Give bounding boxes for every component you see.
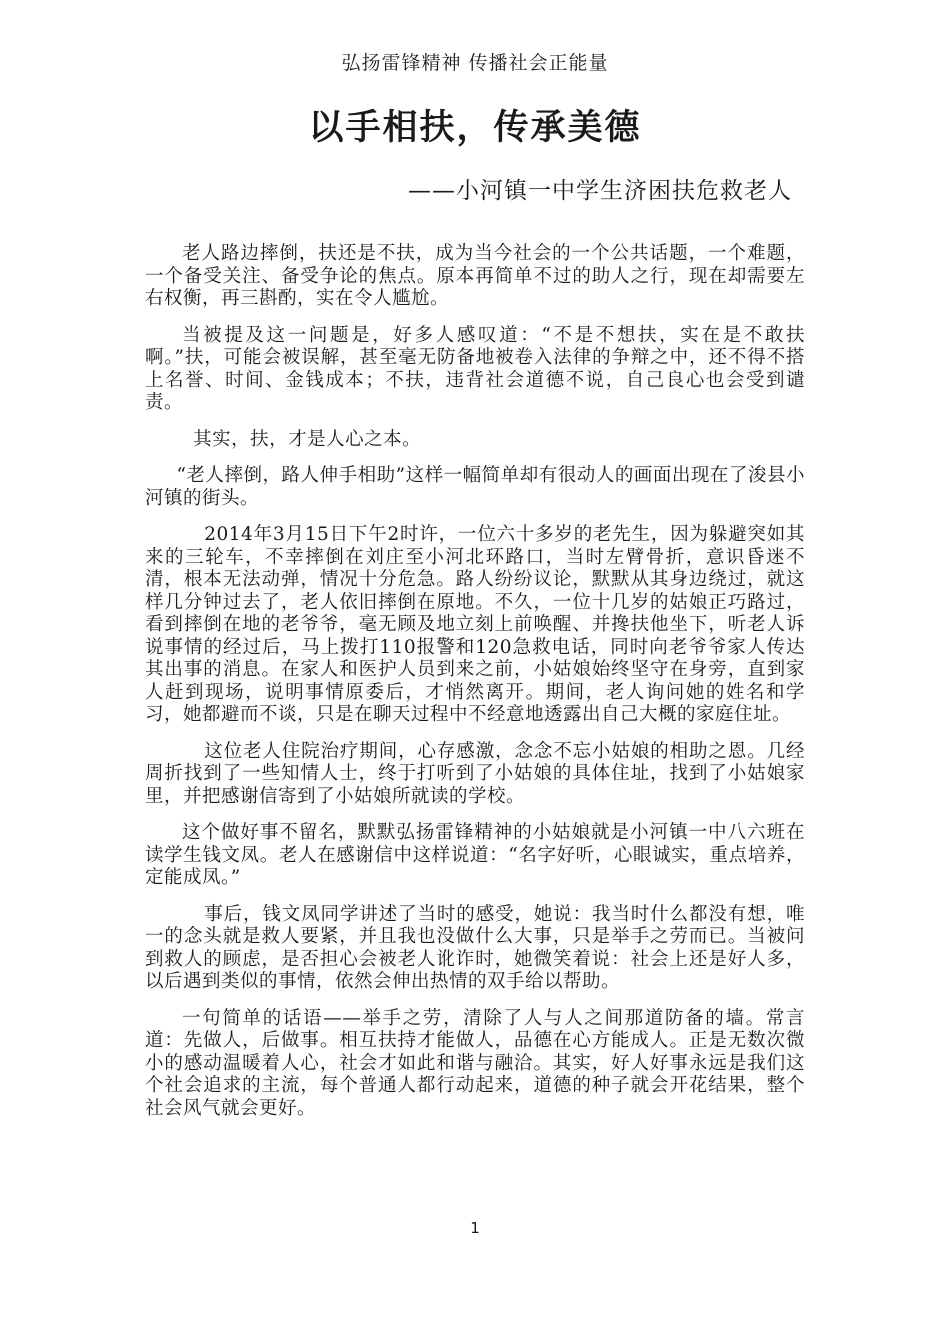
- paragraph-6: 这位老人住院治疗期间，心存感激，念念不忘小姑娘的相助之恩。几经周折找到了一些知情人士，终于打听到了小姑娘的具体住址，找到了小姑娘家里，并把感谢信寄到了小姑娘所就读的学校。: [145, 740, 805, 807]
- paragraph-5: 2014年3月15日下午2时许，一位六十多岁的老先生，因为躲避突如其来的三轮车，不幸摔倒在刘庄至小河北环路口，当时左臂骨折，意识昏迷不清，根本无法动弹，情况十分危急。路人纷纷议论，默默从其身边绕过，就这样几分钟过去了，老人依旧摔倒在原地。不久，一位十几岁的姑娘正巧路过，看到摔倒在地的老爷爷，毫无顾及地立刻上前唤醒、并搀扶他坐下，听老人诉说事情的经过后，马上拨打110报警和120急救电话，同时向老爷爷家人传达其出事的消息。在家人和医护人员到来之前，小姑娘始终坚守在身旁，直到家人赶到现场，说明事情原委后，才悄然离开。期间，老人询问她的姓名和学习，她都避而不谈，只是在聊天过程中不经意地透露出自己大概的家庭住址。: [145, 524, 805, 725]
- article-title: 以手相扶，传承美德: [308, 108, 642, 148]
- article-subtitle: ——小河镇一中学生济困扶危救老人: [408, 178, 792, 204]
- paragraph-3: 其实，扶，才是人心之本。: [193, 428, 422, 450]
- paragraph-9: 一句简单的话语——举手之劳，清除了人与人之间那道防备的墙。常言道：先做人，后做事。相互扶持才能做人，品德在心方能成人。正是无数次微小的感动温暖着人心，社会才如此和谐与融洽。其实，好人好事永远是我们这个社会追求的主流，每个普通人都行动起来，道德的种子就会开花结果，整个社会风气就会更好。: [145, 1007, 805, 1119]
- page-number: 1: [470, 1219, 480, 1237]
- paragraph-8: 事后，钱文凤同学讲述了当时的感受，她说：我当时什么都没有想，唯一的念头就是救人要紧，并且我也没做什么大事，只是举手之劳而已。当被问到救人的顾虑，是否担心会被老人讹诈时，她微笑着说：社会上还是好人多，以后遇到类似的事情，依然会伸出热情的双手给以帮助。: [145, 903, 805, 992]
- paragraph-4: “老人摔倒，路人伸手相助”这样一幅简单却有很动人的画面出现在了浚县小河镇的街头。: [145, 465, 805, 509]
- paragraph-1: 老人路边摔倒，扶还是不扶，成为当今社会的一个公共话题，一个难题，一个备受关注、备受争论的焦点。原本再简单不过的助人之行，现在却需要左右权衡，再三斟酌，实在令人尴尬。: [145, 243, 805, 309]
- article-body: [145, 243, 805, 1134]
- page-header: 弘扬雷锋精神 传播社会正能量: [341, 52, 609, 74]
- paragraph-2: 当被提及这一问题是，好多人感叹道：“不是不想扶，实在是不敢扶啊。”扶，可能会被误解，甚至毫无防备地被卷入法律的争辩之中，还不得不搭上名誉、时间、金钱成本；不扶，违背社会道德不说，自己良心也会受到谴责。: [145, 324, 805, 413]
- paragraph-7: 这个做好事不留名，默默弘扬雷锋精神的小姑娘就是小河镇一中八六班在读学生钱文凤。老人在感谢信中这样说道：“名字好听，心眼诚实，重点培养，定能成凤。”: [145, 822, 805, 888]
